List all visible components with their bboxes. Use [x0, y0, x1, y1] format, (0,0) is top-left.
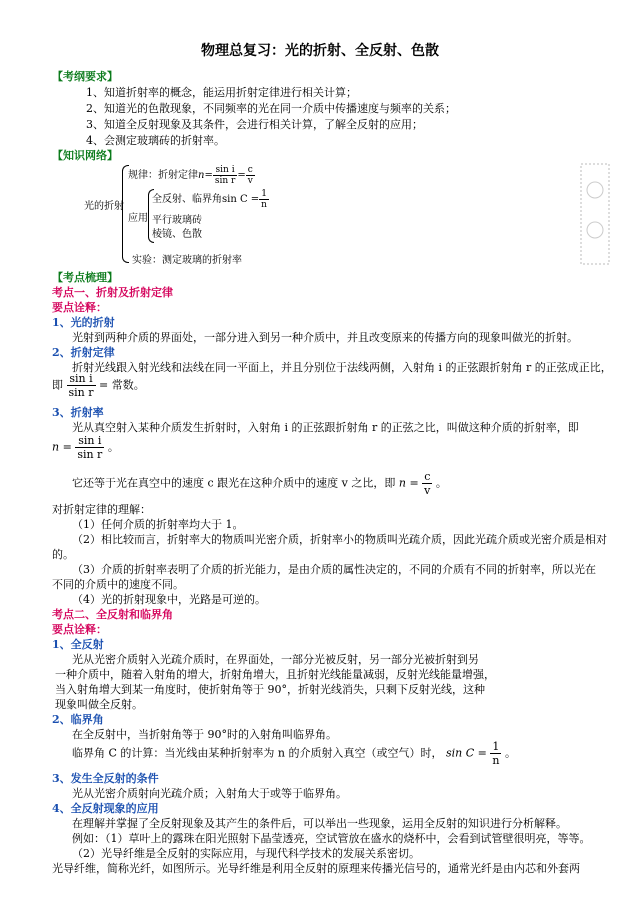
law-fraction	[213, 165, 237, 186]
law-eq2: =	[237, 170, 246, 181]
paragraph: （3）介质的折射率表明了介质的折光能力，是由介质的属性决定的，不同的介质有不同的折射率，所以光在	[72, 563, 596, 576]
knowledge-network	[60, 163, 270, 267]
paragraph: 当入射角增大到某一角度时，使折射角等于 90°，折射光线消失，只剩下反射光线，这种	[55, 683, 485, 696]
network-root: 光的折射	[84, 201, 124, 212]
network-app-item: 平行玻璃砖	[152, 215, 202, 226]
formula-den: n	[492, 754, 500, 767]
law-den2: v	[247, 176, 253, 186]
formula-fraction	[67, 372, 96, 399]
paragraph: （2）光导纤维是全反射的实际应用，与现代科学技术的发展关系密切。	[72, 847, 420, 860]
kaogang-item: 2、知道光的色散现象，不同频率的光在同一介质中传播速度与频率的关系；	[86, 102, 456, 115]
formula-fraction	[422, 470, 432, 497]
formula-prefix: sin C =	[446, 746, 487, 760]
kaogang-item: 1、知道折射率的概念，能运用折射定律进行相关计算；	[86, 86, 357, 99]
formula-tail: = 常数。	[99, 378, 145, 392]
section-heading: 3、折射率	[52, 406, 104, 419]
paragraph: （4）光的折射现象中，光路是可逆的。	[72, 593, 266, 606]
paragraph: （1）任何介质的折射率均大于 1。	[72, 518, 244, 531]
section-heading: 4、全反射现象的应用	[52, 802, 159, 815]
paragraph: 光导纤维，简称光纤，如图所示。光导纤维是利用全反射的原理来传播光信号的，通常光纤是由内芯和外套两	[52, 862, 580, 875]
formula-num: sin i	[67, 372, 96, 386]
kaogang-tag: 【考纲要求】	[52, 70, 118, 83]
law-den: sin r	[214, 176, 236, 186]
paragraph: 现象叫做全反射。	[55, 698, 143, 711]
kaogang-item: 4、会测定玻璃砖的折射率。	[86, 134, 225, 147]
crit-den: n	[261, 200, 267, 210]
formula-fraction	[75, 434, 104, 461]
formula-prefix: 即	[52, 378, 63, 392]
formula-num: 1	[490, 740, 501, 754]
kaodian-1-expl: 要点诠释：	[52, 301, 107, 314]
formula-line	[52, 434, 119, 461]
paragraph: 光从光密介质射向光疏介质；入射角大于或等于临界角。	[72, 787, 347, 800]
paragraph: 光从真空射入某种介质发生折射时，入射角 i 的正弦跟折射角 r 的正弦之比，叫做这种介质的折射率，即	[72, 421, 579, 434]
network-app-item: 棱镜、色散	[152, 229, 202, 240]
paragraph: 在理解并掌握了全反射现象及其产生的条件后，可以举出一些现象，运用全反射的知识进行分析解释。	[72, 817, 567, 830]
formula-num: c	[422, 470, 432, 484]
law-num: sin i	[213, 165, 237, 176]
formula-num: sin i	[75, 434, 104, 448]
paragraph: 在全反射中，当折射角等于 90°时的入射角叫临界角。	[72, 728, 337, 741]
formula-tail: 。	[435, 476, 447, 490]
formula-den: v	[424, 484, 431, 497]
formula-prefix: n =	[52, 440, 72, 454]
kaogang-item: 3、知道全反射现象及其条件，会进行相关计算，了解全反射的应用；	[86, 118, 423, 131]
formula-line	[52, 372, 145, 399]
formula-fraction	[490, 740, 501, 767]
kaodian-2-heading: 考点二、全反射和临界角	[52, 608, 173, 621]
paragraph: 一种介质中，随着入射角的增大，折射角增大，且折射光线能量减弱，反射光线能量增强，	[55, 668, 495, 681]
paragraph: 光从光密介质射入光疏介质时，在界面处，一部分光被反射，另一部分光被折射到另	[72, 653, 479, 666]
paragraph: 的。	[52, 548, 74, 561]
paragraph: 对折射定律的理解：	[52, 503, 151, 516]
network-law	[128, 165, 255, 186]
network-tag: 【知识网络】	[52, 149, 118, 162]
formula-tail: 。	[504, 746, 516, 760]
law-label: 规律：折射定律	[128, 170, 198, 181]
formula-den: sin r	[77, 448, 103, 461]
formula-line	[72, 470, 447, 497]
crit-fraction	[259, 189, 269, 210]
network-app-item	[152, 189, 269, 210]
crit-num: 1	[259, 189, 269, 200]
section-heading: 2、临界角	[52, 713, 104, 726]
paragraph: 临界角 C 的计算：当光线由某种折射率为 n 的介质射入真空（或空气）时，	[72, 746, 443, 760]
kaodian-2-expl: 要点诠释：	[52, 623, 107, 636]
kaodian-1-heading: 考点一、折射及折射定律	[52, 286, 173, 299]
app-item-label: 全反射、临界角	[152, 194, 222, 205]
network-exp: 实验：测定玻璃的折射率	[132, 255, 242, 266]
formula-line	[72, 740, 516, 767]
section-heading: 1、全反射	[52, 638, 104, 651]
law-n: n	[198, 170, 205, 181]
law-num2: c	[246, 165, 255, 176]
section-heading: 1、光的折射	[52, 316, 115, 329]
crit-formula: sin C =	[222, 194, 260, 205]
law-eq: =	[204, 170, 213, 181]
law-fraction2	[246, 165, 255, 186]
formula-prefix: n =	[398, 476, 419, 490]
paragraph: （2）相比较而言，折射率大的物质叫光密介质，折射率小的物质叫光疏介质，因此光疏介质或光密介质是相对	[72, 533, 607, 546]
section-heading: 3、发生全反射的条件	[52, 772, 159, 785]
paragraph: 折射光线跟入射光线和法线在同一平面上，并且分别位于法线两侧，入射角 i 的正弦跟折射角 r 的正弦成正比，	[72, 361, 612, 374]
formula-tail: 。	[107, 440, 119, 454]
decorative-stamp-icon	[575, 160, 615, 270]
paragraph: 例如：（1）草叶上的露珠在阳光照射下晶莹透亮，空试管放在盛水的烧杯中，会看到试管壁很明亮，等等。	[72, 832, 591, 845]
formula-den: sin r	[68, 386, 94, 399]
paragraph: 它还等于光在真空中的速度 c 跟光在这种介质中的速度 v 之比，即	[72, 476, 396, 490]
page-title: 物理总复习：光的折射、全反射、色散	[201, 43, 439, 59]
network-app-label: 应用	[128, 213, 148, 224]
kaodian-tag: 【考点梳理】	[52, 271, 118, 284]
paragraph: 光射到两种介质的界面处，一部分进入到另一种介质中，并且改变原来的传播方向的现象叫做光的折射。	[72, 331, 578, 344]
section-heading: 2、折射定律	[52, 346, 115, 359]
paragraph: 不同的介质中的速度不同。	[52, 578, 184, 591]
